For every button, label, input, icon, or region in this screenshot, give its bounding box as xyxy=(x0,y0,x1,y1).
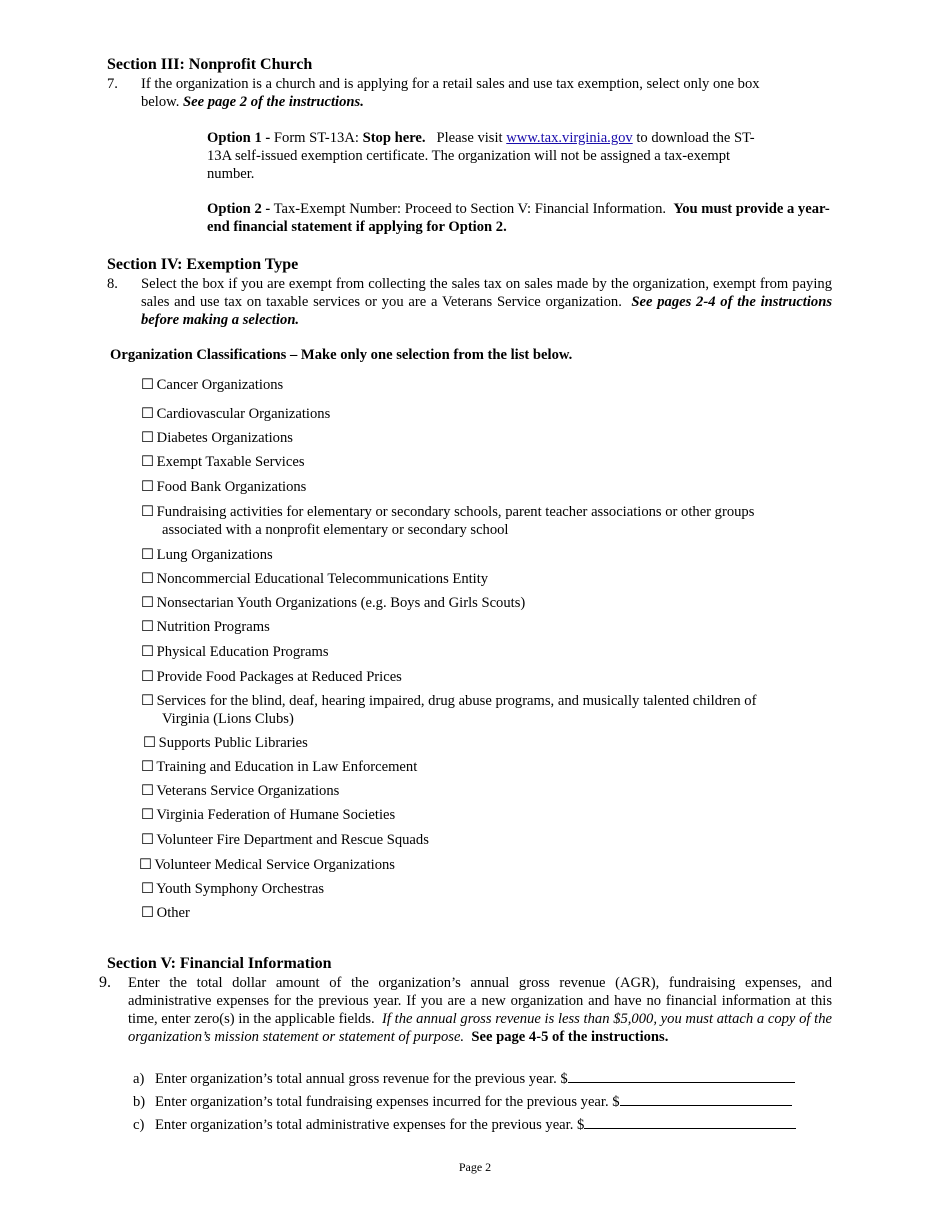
checkbox-veterans[interactable]: ☐ Veterans Service Organizations xyxy=(141,783,340,799)
annual-gross-revenue-field[interactable] xyxy=(568,1069,795,1083)
checkbox-telecommunications[interactable]: ☐ Noncommercial Educational Telecommunications Entity xyxy=(141,571,489,587)
checkbox-humane-societies[interactable]: ☐ Virginia Federation of Humane Societies xyxy=(141,807,396,823)
checkbox-icon[interactable]: ☐ xyxy=(141,905,155,921)
question-8-text: Select the box if you are exempt from collecting the sales tax on sales made by the organization, exempt from paying sales and use tax on taxable services or you are a Veterans Service organization. See pages 2-4 of the instructions before making a selection. xyxy=(141,276,833,328)
fundraising-expenses-field[interactable] xyxy=(620,1092,792,1106)
checkbox-exempt-taxable-services[interactable]: ☐ Exempt Taxable Services xyxy=(141,454,305,470)
checkbox-icon[interactable]: ☐ xyxy=(141,759,155,775)
checkbox-icon[interactable]: ☐ xyxy=(141,832,155,848)
checkbox-medical-service[interactable]: ☐ Volunteer Medical Service Organizations xyxy=(139,857,395,873)
checkbox-icon[interactable]: ☐ xyxy=(141,406,155,422)
tax-virginia-link[interactable]: www.tax.virginia.gov xyxy=(506,130,633,146)
checkbox-food-bank[interactable]: ☐ Food Bank Organizations xyxy=(141,479,307,495)
checkbox-icon[interactable]: ☐ xyxy=(141,619,155,635)
question-7-text: If the organization is a church and is applying for a retail sales and use tax exemption, select only one box below. See page 2 of the instructions. xyxy=(141,76,760,110)
checkbox-youth-organizations[interactable]: ☐ Nonsectarian Youth Organizations (e.g. Boys and Girls Scouts) xyxy=(141,595,526,611)
checkbox-lions-clubs[interactable]: ☐ Services for the blind, deaf, hearing impaired, drug abuse programs, and musically talented children of Virginia (Lions Clubs) xyxy=(141,693,757,727)
checkbox-icon[interactable]: ☐ xyxy=(141,595,155,611)
checkbox-law-enforcement[interactable]: ☐ Training and Education in Law Enforcement xyxy=(141,759,418,775)
question-8-number: 8. xyxy=(107,276,118,292)
option-1-text: Option 1 - Form ST-13A: Stop here. Please visit www.tax.virginia.gov to download the ST-13A self-issued exemption certificate. The organization will not be assigned a tax-exempt number. xyxy=(207,130,755,182)
checkbox-cancer[interactable]: ☐ Cancer Organizations xyxy=(141,377,284,393)
classification-heading: Organization Classifications – Make only one selection from the list below. xyxy=(110,347,573,363)
page-number: Page 2 xyxy=(458,1160,492,1174)
checkbox-icon[interactable]: ☐ xyxy=(141,571,155,587)
checkbox-icon[interactable]: ☐ xyxy=(141,377,155,393)
section-5-title: Section V: Financial Information xyxy=(107,955,332,972)
financial-item-a: a) Enter organization’s total annual gross revenue for the previous year. $ xyxy=(133,1069,795,1088)
checkbox-lung[interactable]: ☐ Lung Organizations xyxy=(141,547,273,563)
checkbox-cardiovascular[interactable]: ☐ Cardiovascular Organizations xyxy=(141,406,331,422)
checkbox-youth-symphony[interactable]: ☐ Youth Symphony Orchestras xyxy=(141,881,325,897)
checkbox-diabetes[interactable]: ☐ Diabetes Organizations xyxy=(141,430,293,446)
checkbox-food-packages[interactable]: ☐ Provide Food Packages at Reduced Prices xyxy=(141,669,402,685)
checkbox-icon[interactable]: ☐ xyxy=(141,807,155,823)
checkbox-icon[interactable]: ☐ xyxy=(141,547,155,563)
checkbox-icon[interactable]: ☐ xyxy=(141,644,155,660)
financial-item-c: c) Enter organization’s total administrative expenses for the previous year. $ xyxy=(133,1115,796,1134)
checkbox-other[interactable]: ☐ Other xyxy=(141,905,190,921)
checkbox-icon[interactable]: ☐ xyxy=(141,881,155,897)
administrative-expenses-field[interactable] xyxy=(584,1115,796,1129)
financial-item-b: b) Enter organization’s total fundraising expenses incurred for the previous year. $ xyxy=(133,1092,792,1111)
checkbox-physical-education[interactable]: ☐ Physical Education Programs xyxy=(141,644,329,660)
checkbox-nutrition[interactable]: ☐ Nutrition Programs xyxy=(141,619,270,635)
checkbox-icon[interactable]: ☐ xyxy=(143,735,157,751)
question-7-number: 7. xyxy=(107,76,118,92)
option-2-text: Option 2 - Tax-Exempt Number: Proceed to Section V: Financial Information. You must provide a year-end financial statement if applying for Option 2. xyxy=(207,201,830,235)
checkbox-icon[interactable]: ☐ xyxy=(141,669,155,685)
question-9-text: Enter the total dollar amount of the organization’s annual gross revenue (AGR), fundraising expenses, and administrative expenses for the previous year. If you are a new organization and have no financial information at this time, enter zero(s) in the applicable fields. If the annual gross revenue is less than $5,000, you must attach a copy of the organization’s mission statement or statement of purpose. See page 4-5 of the instructions. xyxy=(128,975,832,1045)
checkbox-icon[interactable]: ☐ xyxy=(141,479,155,495)
section-4-title: Section IV: Exemption Type xyxy=(107,256,299,273)
question-9-number: 9. xyxy=(99,974,111,991)
checkbox-fundraising-schools[interactable]: ☐ Fundraising activities for elementary or secondary schools, parent teacher associations or other groups associated with a nonprofit elementary or secondary school xyxy=(141,504,755,538)
checkbox-icon[interactable]: ☐ xyxy=(141,454,155,470)
checkbox-icon[interactable]: ☐ xyxy=(141,693,155,709)
checkbox-icon[interactable]: ☐ xyxy=(141,783,155,799)
section-3-title: Section III: Nonprofit Church xyxy=(107,56,313,73)
checkbox-icon[interactable]: ☐ xyxy=(141,430,155,446)
checkbox-icon[interactable]: ☐ xyxy=(139,857,153,873)
checkbox-public-libraries[interactable]: ☐ Supports Public Libraries xyxy=(143,735,308,751)
checkbox-fire-rescue[interactable]: ☐ Volunteer Fire Department and Rescue Squads xyxy=(141,832,429,848)
checkbox-icon[interactable]: ☐ xyxy=(141,504,155,520)
